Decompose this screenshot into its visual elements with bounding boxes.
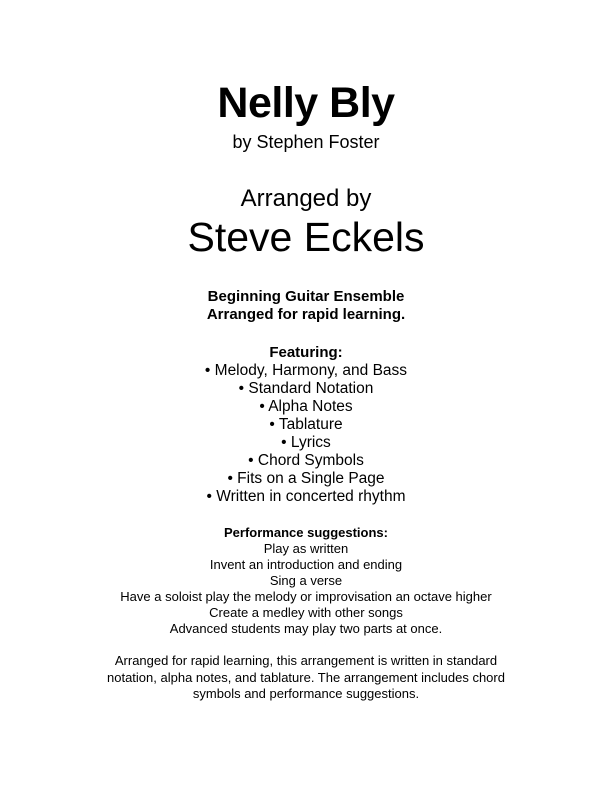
performance-item: Have a soloist play the melody or improvisation an octave higher xyxy=(120,589,492,604)
performance-item: Advanced students may play two parts at once. xyxy=(169,621,443,636)
featuring-item: • Alpha Notes xyxy=(259,398,353,415)
summary-paragraph xyxy=(60,653,552,703)
performance-item: Create a medley with other songs xyxy=(209,605,403,620)
performance-item: Play as written xyxy=(263,541,349,556)
summary-line-1: Arranged for rapid learning, this arrangement is written in standard xyxy=(114,653,498,668)
featuring-item: • Melody, Harmony, and Bass xyxy=(204,362,408,379)
arranger-name: Steve Eckels xyxy=(187,214,425,260)
featuring-item: • Tablature xyxy=(269,416,343,433)
ensemble-line-2: Arranged for rapid learning. xyxy=(206,306,406,323)
song-title: Nelly Bly xyxy=(217,79,395,127)
arranged-by-label: Arranged by xyxy=(240,185,372,212)
performance-list xyxy=(0,541,612,637)
featuring-item: • Fits on a Single Page xyxy=(227,470,385,487)
featuring-list xyxy=(0,362,612,506)
featuring-heading: Featuring: xyxy=(269,344,343,361)
featuring-item: • Written in concerted rhythm xyxy=(206,488,406,505)
composer-byline: by Stephen Foster xyxy=(232,132,380,152)
ensemble-description xyxy=(0,288,612,324)
featuring-item: • Chord Symbols xyxy=(248,452,364,469)
ensemble-line-1: Beginning Guitar Ensemble xyxy=(207,288,405,305)
featuring-item: • Lyrics xyxy=(281,434,331,451)
featuring-item: • Standard Notation xyxy=(238,380,374,397)
performance-item: Invent an introduction and ending xyxy=(209,557,403,572)
summary-line-2: notation, alpha notes, and tablature. The arrangement includes chord xyxy=(107,669,505,685)
summary-line-3: symbols and performance suggestions. xyxy=(192,686,420,701)
performance-heading: Performance suggestions: xyxy=(224,525,388,540)
performance-item: Sing a verse xyxy=(269,573,343,588)
